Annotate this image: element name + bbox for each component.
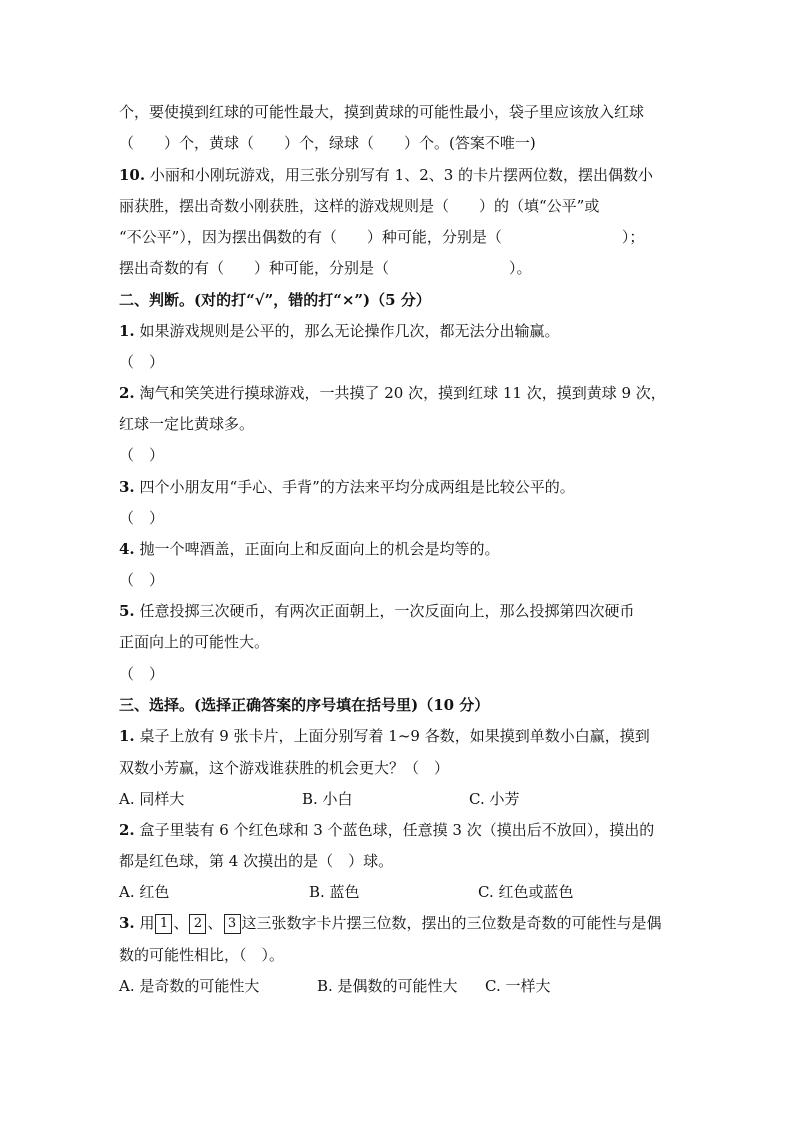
s2-q3-number: 3. bbox=[119, 478, 135, 496]
s3-q1-option-a[interactable]: A. 同样大 bbox=[119, 790, 185, 808]
q9-line-1: 个，要使摸到红球的可能性最大，摸到黄球的可能性最小，袋子里应该放入红球 bbox=[119, 103, 645, 121]
s3-q3-line-1 bbox=[119, 913, 662, 934]
q10-line-1 bbox=[119, 165, 653, 185]
s3-q2-text-1: 盒子里装有 6 个红色球和 3 个蓝色球，任意摸 3 次（摸出后不放回），摸出的 bbox=[139, 821, 655, 839]
s3-q1-option-b[interactable]: B. 小白 bbox=[302, 790, 353, 808]
s2-q2-number: 2. bbox=[119, 384, 135, 402]
s3-q1-line-1 bbox=[119, 726, 650, 746]
s2-q1 bbox=[119, 321, 559, 341]
digit-card-2: 2 bbox=[189, 914, 206, 934]
s2-q4-answer-paren[interactable]: （ ） bbox=[119, 571, 165, 589]
q9-line-2: （ ）个，黄球（ ）个，绿球（ ）个。(答案不唯一) bbox=[119, 134, 536, 152]
s2-q5-answer-paren[interactable]: （ ） bbox=[119, 665, 165, 683]
s2-q3 bbox=[119, 477, 575, 497]
s3-q2-option-b[interactable]: B. 蓝色 bbox=[309, 883, 360, 901]
s3-q3-post: 这三张数字卡片摆三位数，摆出的三位数是奇数的可能性与是偶 bbox=[241, 914, 662, 932]
q10-text-1: 小丽和小刚玩游戏，用三张分别写有 1、2、3 的卡片摆两位数，摆出偶数小 bbox=[149, 166, 654, 184]
s2-q4-number: 4. bbox=[119, 540, 135, 558]
digit-card-3: 3 bbox=[224, 914, 241, 934]
s2-q2-answer-paren[interactable]: （ ） bbox=[119, 446, 165, 464]
s3-q2-option-c[interactable]: C. 红色或蓝色 bbox=[478, 883, 574, 901]
s3-q3-option-a[interactable]: A. 是奇数的可能性大 bbox=[119, 977, 260, 995]
s2-q5-text-1: 任意投掷三次硬币，有两次正面朝上，一次反面向上，那么投掷第四次硬币 bbox=[139, 602, 635, 620]
s2-q2 bbox=[119, 383, 666, 403]
s3-q2-option-a[interactable]: A. 红色 bbox=[119, 883, 170, 901]
s2-q5-number: 5. bbox=[119, 602, 135, 620]
section2-heading: 二、判断。(对的打“√”，错的打“×”)（5 分） bbox=[119, 291, 431, 309]
s3-q3-pre: 用 bbox=[139, 914, 155, 932]
s2-q1-answer-paren[interactable]: （ ） bbox=[119, 353, 165, 371]
s3-q2-line-2: 都是红色球，第 4 次摸出的是（ ）球。 bbox=[119, 852, 394, 870]
s3-q2-line-1 bbox=[119, 820, 654, 840]
digit-card-1: 1 bbox=[155, 914, 172, 934]
s2-q3-answer-paren[interactable]: （ ） bbox=[119, 509, 165, 527]
s2-q5-text-2: 正面向上的可能性大。 bbox=[119, 633, 270, 651]
s3-q1-line-2: 双数小芳赢，这个游戏谁获胜的机会更大？（ ） bbox=[119, 759, 450, 777]
s2-q2-text-2: 红球一定比黄球多。 bbox=[119, 415, 255, 433]
q10-line-4: 摆出奇数的有（ ）种可能，分别是（ ）。 bbox=[119, 259, 532, 277]
s3-q1-option-c[interactable]: C. 小芳 bbox=[469, 790, 520, 808]
q10-line-2: 丽获胜，摆出奇数小刚获胜，这样的游戏规则是（ ）的（填“公平”或 bbox=[119, 197, 600, 215]
s3-q3-option-c[interactable]: C. 一样大 bbox=[485, 977, 551, 995]
section3-heading: 三、选择。(选择正确答案的序号填在括号里)（10 分） bbox=[119, 696, 490, 714]
s3-q1-number: 1. bbox=[119, 727, 135, 745]
s2-q1-text: 如果游戏规则是公平的，那么无论操作几次，都无法分出输赢。 bbox=[139, 322, 560, 340]
s2-q2-text-1: 淘气和笑笑进行摸球游戏，一共摸了 20 次，摸到红球 11 次，摸到黄球 9 次， bbox=[139, 384, 666, 402]
s3-q3-line-2: 数的可能性相比，（ ）。 bbox=[119, 946, 285, 964]
s3-q3-number: 3. bbox=[119, 914, 135, 932]
s2-q5 bbox=[119, 601, 634, 621]
s2-q4 bbox=[119, 539, 499, 559]
q10-number: 10. bbox=[119, 166, 146, 184]
card-separator: 、 bbox=[207, 914, 223, 932]
s2-q1-number: 1. bbox=[119, 322, 135, 340]
s2-q4-text: 抛一个啤酒盖，正面向上和反面向上的机会是均等的。 bbox=[139, 540, 500, 558]
s3-q2-number: 2. bbox=[119, 821, 135, 839]
q10-line-3: “不公平”），因为摆出偶数的有（ ）种可能，分别是（ ）； bbox=[119, 228, 645, 246]
s3-q3-option-b[interactable]: B. 是偶数的可能性大 bbox=[317, 977, 458, 995]
s2-q3-text: 四个小朋友用“手心、手背”的方法来平均分成两组是比较公平的。 bbox=[139, 478, 575, 496]
s3-q1-text-1: 桌子上放有 9 张卡片，上面分别写着 1~9 各数，如果摸到单数小白赢，摸到 bbox=[139, 727, 650, 745]
card-separator: 、 bbox=[173, 914, 189, 932]
